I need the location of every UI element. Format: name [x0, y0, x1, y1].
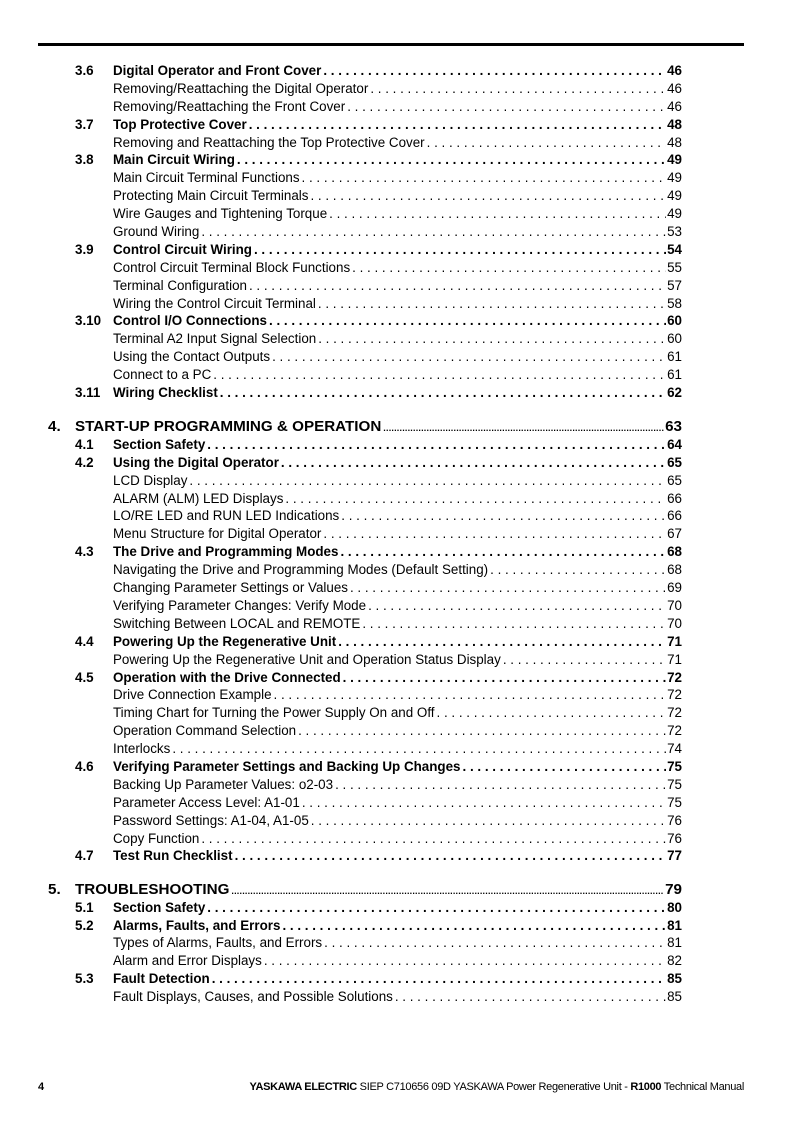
dot-leader: [249, 116, 666, 134]
toc-entry-page: 60: [667, 313, 682, 329]
toc-entry-page: 69: [667, 580, 682, 596]
toc-entry-body: [113, 686, 682, 704]
toc-entry-body: [113, 615, 682, 633]
toc-entry-title: Navigating the Drive and Programming Modes (Default Setting): [113, 562, 489, 578]
toc-entry-page: 85: [667, 971, 682, 987]
toc-entry[interactable]: [0, 847, 793, 865]
toc-entry-page: 71: [667, 633, 682, 649]
toc-entry-body: [113, 169, 682, 187]
dot-leader: [350, 579, 666, 597]
toc-entry[interactable]: [0, 952, 793, 970]
toc-entry[interactable]: [0, 472, 793, 490]
dot-leader: [311, 812, 666, 830]
toc-entry[interactable]: [0, 312, 793, 330]
toc-entry-title: Test Run Checklist: [113, 848, 233, 864]
toc-entry[interactable]: [0, 722, 793, 740]
toc-entry-page: 75: [667, 776, 682, 792]
dot-leader: [207, 436, 666, 454]
toc-entry-number: 4.: [48, 417, 61, 435]
toc-entry-number: 4.5: [75, 669, 94, 685]
toc-entry-title: Drive Connection Example: [113, 687, 272, 703]
toc-entry[interactable]: [0, 615, 793, 633]
dot-leader: [272, 348, 666, 366]
toc-entry-body: [113, 98, 682, 116]
dot-leader: [503, 651, 666, 669]
toc-entry-number: 3.10: [75, 313, 102, 329]
toc-entry-body: [113, 205, 682, 223]
toc-entry-title: Main Circuit Wiring: [113, 152, 235, 168]
toc-entry-body: [113, 669, 682, 687]
toc-entry-page: 46: [667, 63, 682, 78]
table-of-contents: [0, 62, 793, 1006]
toc-entry-title: Menu Structure for Digital Operator: [113, 526, 322, 542]
toc-entry-page: 54: [667, 241, 682, 257]
toc-entry-title: Main Circuit Terminal Functions: [113, 170, 300, 186]
toc-entry-page: 67: [667, 526, 682, 542]
toc-entry-body: [113, 561, 682, 579]
toc-entry-number: 3.11: [75, 385, 101, 401]
toc-entry-number: 4.6: [75, 758, 94, 774]
toc-entry-body: [113, 543, 682, 561]
toc-entry[interactable]: [0, 507, 793, 525]
toc-entry-body: [113, 472, 682, 490]
toc-entry-page: 72: [667, 687, 682, 703]
toc-entry-page: 61: [667, 349, 682, 365]
dot-leader: [437, 704, 667, 722]
toc-entry-body: [113, 740, 682, 758]
dot-leader: [231, 882, 664, 900]
dot-leader: [235, 847, 667, 865]
dot-leader: [347, 98, 666, 116]
toc-entry-page: 79: [665, 880, 682, 898]
toc-entry-body: [113, 384, 682, 402]
toc-entry-body: [75, 881, 682, 900]
toc-entry[interactable]: [0, 543, 793, 561]
toc-entry-title: Password Settings: A1-04, A1-05: [113, 812, 309, 828]
dot-leader: [362, 615, 666, 633]
toc-entry-body: [113, 758, 682, 776]
toc-entry-body: [113, 134, 682, 152]
toc-entry-body: [113, 507, 682, 525]
toc-entry-number: 4.7: [75, 848, 94, 864]
toc-entry-body: [75, 418, 682, 437]
toc-entry-page: 65: [667, 454, 682, 470]
toc-entry-number: 4.3: [75, 544, 94, 560]
dot-leader: [352, 259, 666, 277]
toc-entry[interactable]: [0, 490, 793, 508]
toc-entry-page: 70: [667, 615, 682, 631]
toc-entry-body: [113, 934, 682, 952]
toc-entry-number: 5.2: [75, 917, 94, 933]
toc-entry-title: Section Safety: [113, 436, 206, 452]
dot-leader: [172, 740, 666, 758]
toc-entry[interactable]: [0, 134, 793, 152]
toc-entry-title: Copy Function: [113, 830, 200, 846]
toc-entry[interactable]: [0, 597, 793, 615]
dot-leader: [302, 169, 667, 187]
toc-entry-title: START-UP PROGRAMMING & OPERATION: [75, 417, 382, 435]
toc-entry-body: [113, 187, 682, 205]
toc-entry-number: 5.3: [75, 971, 94, 987]
toc-entry-body: [113, 988, 682, 1006]
footer-doc-suffix: Technical Manual: [661, 1081, 744, 1093]
toc-entry-title: Verifying Parameter Changes: Verify Mode: [113, 597, 367, 613]
page-number: 4: [38, 1081, 45, 1093]
toc-entry-page: 49: [667, 188, 682, 204]
footer-model: R1000: [630, 1081, 662, 1093]
toc-entry-body: [113, 579, 682, 597]
header-rule: [38, 43, 744, 46]
toc-entry-page: 57: [667, 277, 682, 293]
dot-leader: [213, 366, 666, 384]
toc-entry[interactable]: [0, 259, 793, 277]
toc-entry[interactable]: [0, 579, 793, 597]
toc-entry-title: Ground Wiring: [113, 224, 200, 240]
toc-entry-body: [113, 490, 682, 508]
toc-entry-title: Interlocks: [113, 741, 171, 757]
toc-entry-body: [113, 722, 682, 740]
toc-entry[interactable]: [0, 223, 793, 241]
toc-entry-page: 46: [667, 80, 682, 96]
toc-entry[interactable]: [0, 205, 793, 223]
toc-entry-page: 72: [667, 723, 682, 739]
dot-leader: [282, 917, 666, 935]
toc-entry-page: 80: [667, 899, 682, 915]
toc-entry[interactable]: [0, 776, 793, 794]
dot-leader: [323, 62, 666, 80]
toc-entry-body: [113, 952, 682, 970]
toc-entry-number: 5.: [48, 880, 61, 898]
dot-leader: [324, 934, 666, 952]
toc-entry-page: 81: [667, 917, 682, 933]
toc-entry-title: Alarms, Faults, and Errors: [113, 917, 281, 933]
toc-entry-number: 3.6: [75, 63, 94, 78]
toc-entry-title: TROUBLESHOOTING: [75, 880, 230, 898]
toc-entry[interactable]: [0, 330, 793, 348]
dot-leader: [249, 277, 666, 295]
toc-entry-page: 60: [667, 331, 682, 347]
dot-leader: [254, 241, 666, 259]
toc-entry-title: Powering Up the Regenerative Unit and Operation Status Display: [113, 651, 501, 667]
dot-leader: [383, 419, 664, 437]
toc-entry-title: Removing/Reattaching the Digital Operator: [113, 80, 369, 96]
toc-entry-title: Timing Chart for Turning the Power Supply On and Off: [113, 705, 435, 721]
dot-leader: [298, 722, 666, 740]
dot-leader: [201, 830, 666, 848]
toc-entry-page: 55: [667, 259, 682, 275]
toc-entry-body: [113, 794, 682, 812]
toc-entry-title: Removing/Reattaching the Front Cover: [113, 98, 346, 114]
toc-entry[interactable]: [0, 62, 793, 80]
dot-leader: [285, 490, 666, 508]
dot-leader: [189, 472, 666, 490]
toc-entry[interactable]: [0, 454, 793, 472]
toc-entry-page: 72: [667, 669, 682, 685]
toc-entry[interactable]: [0, 669, 793, 687]
toc-entry-body: [113, 917, 682, 935]
toc-entry-title: Switching Between LOCAL and REMOTE: [113, 615, 361, 631]
toc-entry-page: 85: [667, 989, 682, 1005]
toc-entry[interactable]: [0, 704, 793, 722]
toc-entry-page: 74: [667, 741, 682, 757]
dot-leader: [335, 776, 666, 794]
dot-leader: [318, 295, 666, 313]
toc-entry-title: Changing Parameter Settings or Values: [113, 580, 348, 596]
toc-entry[interactable]: [0, 794, 793, 812]
toc-entry-page: 53: [667, 224, 682, 240]
toc-entry[interactable]: [0, 899, 793, 917]
toc-entry-number: 3.7: [75, 116, 94, 132]
toc-entry-title: Protecting Main Circuit Terminals: [113, 188, 309, 204]
toc-entry-body: [113, 330, 682, 348]
toc-entry-page: 48: [667, 116, 682, 132]
toc-entry[interactable]: [0, 418, 793, 436]
dot-leader: [463, 758, 667, 776]
toc-entry[interactable]: [0, 241, 793, 259]
toc-entry[interactable]: [0, 295, 793, 313]
toc-entry-page: 75: [667, 794, 682, 810]
toc-entry-page: 66: [667, 508, 682, 524]
toc-entry-body: [113, 295, 682, 313]
toc-entry-body: [113, 633, 682, 651]
toc-entry[interactable]: [0, 970, 793, 988]
footer-doc-text: SIEP C710656 09D YASKAWA Power Regenerative Unit -: [356, 1081, 631, 1093]
toc-entry-page: 46: [667, 98, 682, 114]
toc-entry[interactable]: [0, 80, 793, 98]
toc-entry-title: Removing and Reattaching the Top Protective Cover: [113, 134, 425, 150]
toc-entry-body: [113, 776, 682, 794]
toc-entry-page: 76: [667, 812, 682, 828]
toc-entry-body: [113, 525, 682, 543]
toc-entry-title: Control Circuit Wiring: [113, 241, 252, 257]
dot-leader: [329, 205, 666, 223]
toc-entry[interactable]: [0, 633, 793, 651]
toc-entry-body: [113, 436, 682, 454]
toc-entry-page: 64: [667, 436, 682, 452]
dot-leader: [264, 952, 666, 970]
toc-entry[interactable]: [0, 116, 793, 134]
dot-leader: [341, 507, 666, 525]
dot-leader: [269, 312, 666, 330]
toc-entry-page: 81: [667, 935, 682, 951]
toc-entry-body: [113, 312, 682, 330]
toc-entry[interactable]: [0, 988, 793, 1006]
toc-entry[interactable]: [0, 277, 793, 295]
toc-entry-number: 4.1: [75, 436, 94, 452]
toc-entry-body: [113, 970, 682, 988]
dot-leader: [340, 543, 666, 561]
toc-entry[interactable]: [0, 812, 793, 830]
toc-entry-title: Section Safety: [113, 899, 206, 915]
toc-entry-title: Terminal A2 Input Signal Selection: [113, 331, 317, 347]
toc-entry[interactable]: [0, 348, 793, 366]
toc-entry-page: 58: [667, 295, 682, 311]
toc-entry-title: Verifying Parameter Settings and Backing Up Changes: [113, 758, 461, 774]
toc-entry-page: 49: [667, 170, 682, 186]
toc-entry[interactable]: [0, 151, 793, 169]
toc-entry-page: 62: [667, 385, 682, 401]
dot-leader: [207, 899, 666, 917]
toc-entry[interactable]: [0, 686, 793, 704]
dot-leader: [370, 80, 666, 98]
toc-entry-title: Fault Displays, Causes, and Possible Solutions: [113, 989, 393, 1005]
toc-entry-title: Wire Gauges and Tightening Torque: [113, 206, 328, 222]
dot-leader: [212, 970, 666, 988]
page-footer: [38, 1079, 744, 1095]
toc-entry-title: Alarm and Error Displays: [113, 953, 262, 969]
toc-entry-page: 76: [667, 830, 682, 846]
toc-entry-title: Using the Digital Operator: [113, 454, 279, 470]
toc-entry-body: [113, 812, 682, 830]
toc-entry-title: Parameter Access Level: A1-01: [113, 794, 300, 810]
toc-entry-title: Wiring the Control Circuit Terminal: [113, 295, 316, 311]
toc-entry[interactable]: [0, 436, 793, 454]
toc-entry-title: Terminal Configuration: [113, 277, 247, 293]
toc-entry-title: Operation with the Drive Connected: [113, 669, 341, 685]
toc-entry[interactable]: [0, 366, 793, 384]
toc-entry-body: [113, 151, 682, 169]
toc-entry-title: Backing Up Parameter Values: o2-03: [113, 776, 334, 792]
toc-entry-page: 68: [667, 562, 682, 578]
toc-entry-title: Top Protective Cover: [113, 116, 247, 132]
toc-entry-body: [113, 62, 682, 80]
toc-entry-page: 65: [667, 472, 682, 488]
toc-entry-body: [113, 348, 682, 366]
toc-entry-title: Operation Command Selection: [113, 723, 297, 739]
toc-entry-page: 63: [665, 417, 682, 435]
dot-leader: [318, 330, 666, 348]
toc-entry-page: 49: [667, 152, 682, 168]
toc-entry-body: [113, 277, 682, 295]
toc-entry-body: [113, 366, 682, 384]
dot-leader: [395, 988, 666, 1006]
toc-entry-title: Powering Up the Regenerative Unit: [113, 633, 337, 649]
toc-entry[interactable]: [0, 525, 793, 543]
toc-entry[interactable]: [0, 830, 793, 848]
toc-entry[interactable]: [0, 561, 793, 579]
toc-entry-page: 70: [667, 597, 682, 613]
dot-leader: [302, 794, 666, 812]
toc-entry-title: The Drive and Programming Modes: [113, 544, 339, 560]
toc-entry-number: 4.2: [75, 454, 94, 470]
dot-leader: [343, 669, 666, 687]
toc-entry-body: [113, 704, 682, 722]
dot-leader: [490, 561, 666, 579]
toc-entry-title: LCD Display: [113, 472, 188, 488]
dot-leader: [338, 633, 666, 651]
toc-entry[interactable]: [0, 917, 793, 935]
toc-entry[interactable]: [0, 187, 793, 205]
toc-entry-title: Wiring Checklist: [113, 385, 218, 401]
toc-entry-body: [113, 847, 682, 865]
toc-entry-page: 77: [667, 848, 682, 864]
toc-entry-body: [113, 899, 682, 917]
toc-entry-number: 3.8: [75, 152, 94, 168]
toc-entry-title: Connect to a PC: [113, 367, 212, 383]
toc-entry-body: [113, 830, 682, 848]
toc-entry-body: [113, 241, 682, 259]
dot-leader: [281, 454, 666, 472]
toc-entry[interactable]: [0, 758, 793, 776]
toc-entry-page: 49: [667, 206, 682, 222]
toc-entry-page: 72: [667, 705, 682, 721]
toc-entry-title: ALARM (ALM) LED Displays: [113, 490, 284, 506]
dot-leader: [368, 597, 666, 615]
toc-entry[interactable]: [0, 651, 793, 669]
toc-entry-body: [113, 259, 682, 277]
toc-entry-body: [113, 454, 682, 472]
toc-entry-page: 75: [667, 758, 682, 774]
toc-entry-number: 5.1: [75, 899, 94, 915]
dot-leader: [220, 384, 666, 402]
toc-entry-page: 61: [667, 367, 682, 383]
toc-entry[interactable]: [0, 881, 793, 899]
toc-entry[interactable]: [0, 384, 793, 402]
dot-leader: [310, 187, 666, 205]
dot-leader: [201, 223, 666, 241]
dot-leader: [323, 525, 666, 543]
toc-entry-body: [113, 651, 682, 669]
toc-entry-body: [113, 116, 682, 134]
toc-entry-title: Fault Detection: [113, 971, 210, 987]
toc-entry-body: [113, 223, 682, 241]
toc-entry-body: [113, 597, 682, 615]
toc-entry-page: 68: [667, 544, 682, 560]
footer-document-title: [249, 1079, 744, 1095]
toc-entry-page: 71: [667, 651, 682, 667]
toc-entry-title: Using the Contact Outputs: [113, 349, 271, 365]
toc-entry-body: [113, 80, 682, 98]
dot-leader: [427, 134, 666, 152]
toc-entry-title: Types of Alarms, Faults, and Errors: [113, 935, 323, 951]
toc-entry[interactable]: [0, 934, 793, 952]
dot-leader: [274, 686, 667, 704]
toc-entry-page: 48: [667, 134, 682, 150]
toc-entry[interactable]: [0, 169, 793, 187]
dot-leader: [237, 151, 666, 169]
toc-entry-page: 66: [667, 490, 682, 506]
toc-entry-title: Control Circuit Terminal Block Functions: [113, 259, 351, 275]
toc-entry-number: 3.9: [75, 241, 94, 257]
toc-entry[interactable]: [0, 740, 793, 758]
toc-entry-title: Control I/O Connections: [113, 313, 267, 329]
toc-entry[interactable]: [0, 98, 793, 116]
toc-entry-number: 4.4: [75, 633, 94, 649]
footer-brand: YASKAWA ELECTRIC: [249, 1081, 357, 1093]
toc-entry-title: Digital Operator and Front Cover: [113, 63, 322, 78]
toc-entry-page: 82: [667, 953, 682, 969]
toc-entry-title: LO/RE LED and RUN LED Indications: [113, 508, 340, 524]
